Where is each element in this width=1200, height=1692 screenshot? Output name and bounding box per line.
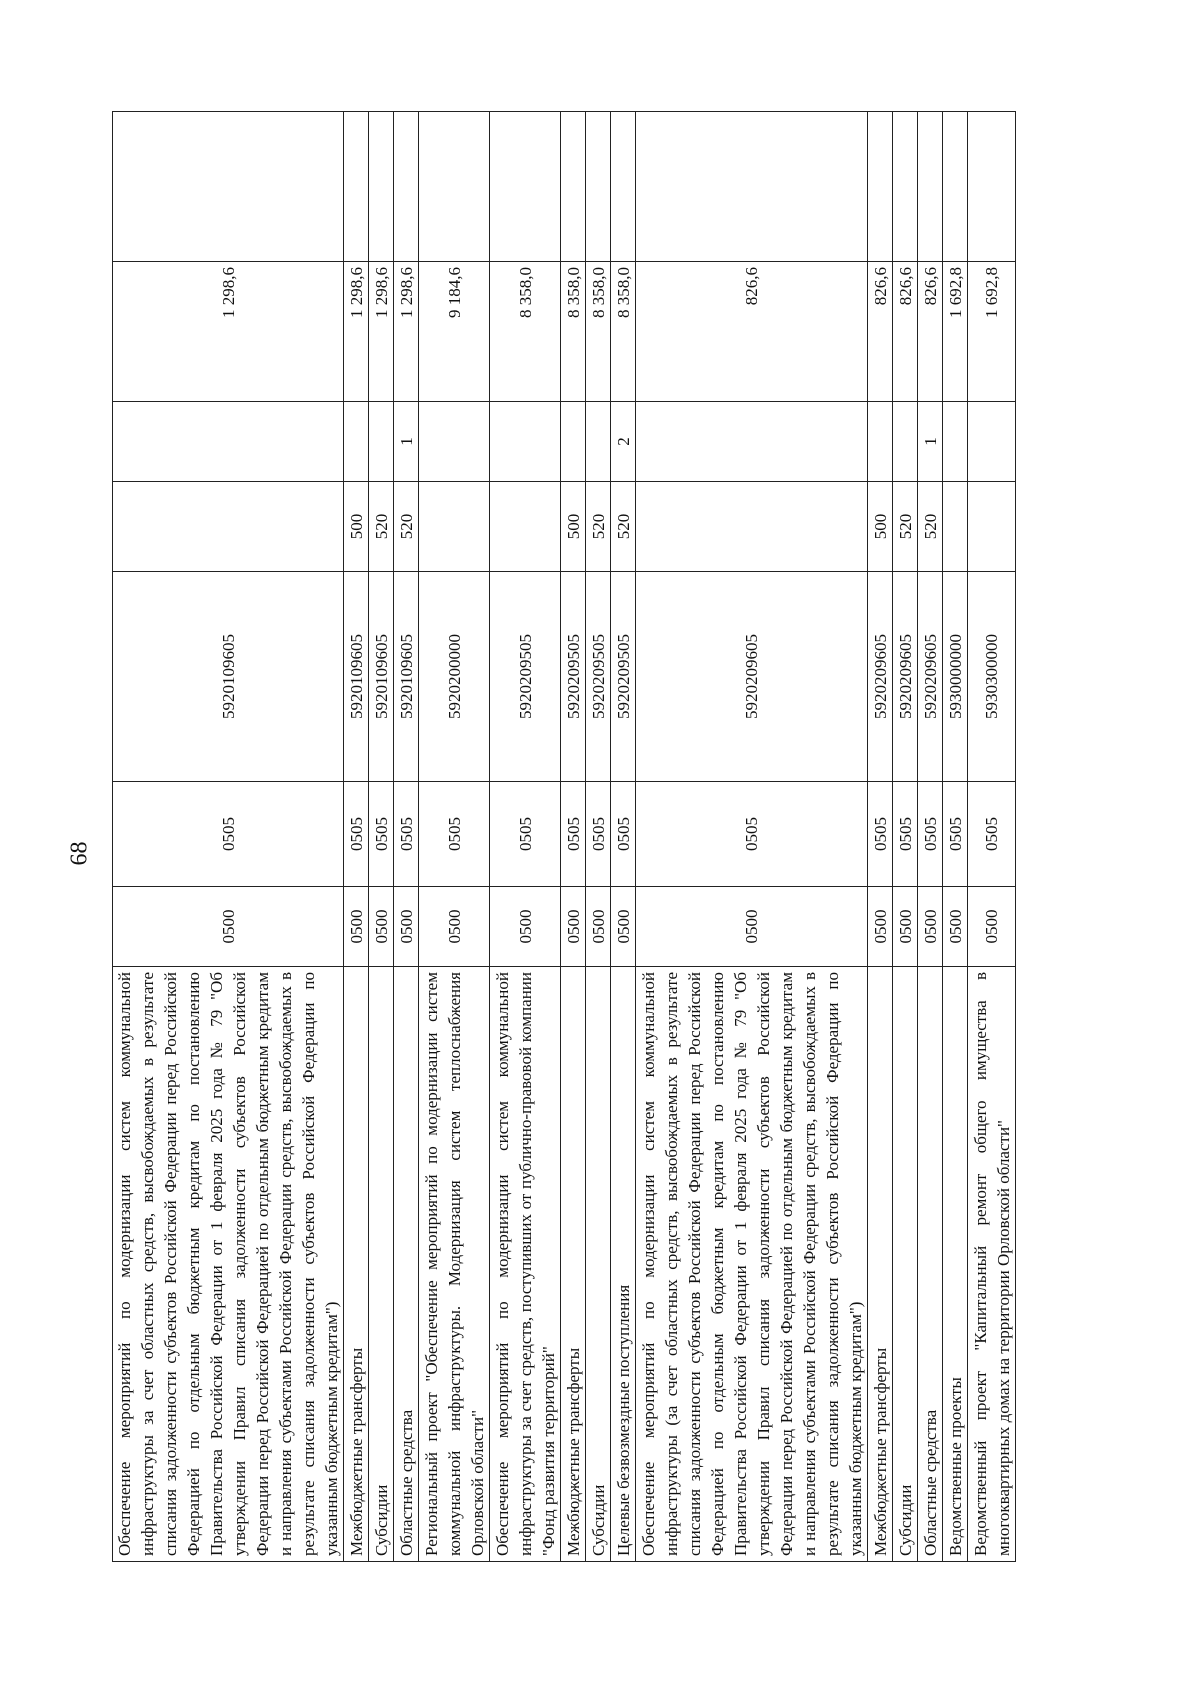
row-amount: 826,6 bbox=[636, 262, 868, 402]
row-section-code: 0500 bbox=[490, 887, 561, 967]
table-row bbox=[586, 112, 611, 1562]
row-amount: 1 298,6 bbox=[394, 262, 419, 402]
row-target-code: 5920200000 bbox=[419, 572, 490, 782]
row-expense-type: 500 bbox=[561, 482, 586, 572]
row-name: Обеспечение мероприятий по модернизации систем коммунальной инфраструктуры (за счет областных средств, высвобождаемых в результате списания задолженности субъектов Российской Федерации перед Российской Федерацией по отдельным бюджетным кредитам по постановлению Правительства Российской Федерации от 1 февраля 2025 года № 79 "Об утверждении Правил списания задолженности субъектов Российской Федерации перед Российской Федерацией по отдельным бюджетным кредитам и направления субъектами Российской Федерации средств, высвобождаемых в результате списания задолженности субъектов Российской Федерации по указанным бюджетным кредитам") bbox=[636, 967, 868, 1562]
row-name: Ведомственные проекты bbox=[943, 967, 968, 1562]
row-subsection-code: 0505 bbox=[968, 782, 1016, 887]
row-flag bbox=[419, 402, 490, 482]
row-expense-type bbox=[943, 482, 968, 572]
row-flag bbox=[586, 402, 611, 482]
row-subsection-code: 0505 bbox=[369, 782, 394, 887]
row-amount: 826,6 bbox=[868, 262, 893, 402]
empty-cell bbox=[943, 112, 968, 262]
row-section-code: 0500 bbox=[113, 887, 344, 967]
row-target-code: 5930300000 bbox=[968, 572, 1016, 782]
row-expense-type bbox=[113, 482, 344, 572]
row-target-code: 5920209505 bbox=[490, 572, 561, 782]
row-expense-type: 520 bbox=[893, 482, 918, 572]
table-row bbox=[113, 112, 344, 1562]
row-flag bbox=[344, 402, 369, 482]
budget-table bbox=[112, 111, 1016, 1562]
row-amount: 8 358,0 bbox=[561, 262, 586, 402]
row-name: Региональный проект "Обеспечение мероприятий по модернизации систем коммунальной инфраструктуры. Модернизация систем теплоснабжения Орловской области" bbox=[419, 967, 490, 1562]
row-amount: 826,6 bbox=[893, 262, 918, 402]
row-expense-type: 520 bbox=[394, 482, 419, 572]
row-subsection-code: 0505 bbox=[893, 782, 918, 887]
row-subsection-code: 0505 bbox=[419, 782, 490, 887]
row-amount: 826,6 bbox=[918, 262, 943, 402]
empty-cell bbox=[561, 112, 586, 262]
table-row bbox=[490, 112, 561, 1562]
row-subsection-code: 0505 bbox=[918, 782, 943, 887]
table-row bbox=[968, 112, 1016, 1562]
table-row bbox=[611, 112, 636, 1562]
budget-sheet bbox=[112, 112, 1013, 1562]
row-subsection-code: 0505 bbox=[943, 782, 968, 887]
table-row bbox=[868, 112, 893, 1562]
empty-cell bbox=[490, 112, 561, 262]
row-target-code: 5920109605 bbox=[369, 572, 394, 782]
row-amount: 1 692,8 bbox=[968, 262, 1016, 402]
row-name: Субсидии bbox=[369, 967, 394, 1562]
row-amount: 8 358,0 bbox=[611, 262, 636, 402]
empty-cell bbox=[868, 112, 893, 262]
row-flag: 1 bbox=[394, 402, 419, 482]
row-flag bbox=[561, 402, 586, 482]
row-name: Обеспечение мероприятий по модернизации систем коммунальной инфраструктуры за счет областных средств, высвобождаемых в результате списания задолженности субъектов Российской Федерации перед Российской Федерацией по отдельным бюджетным кредитам по постановлению Правительства Российской Федерации от 1 февраля 2025 года № 79 "Об утверждении Правил списания задолженности субъектов Российской Федерации перед Российской Федерацией по отдельным бюджетным кредитам и направления субъектами Российской Федерации средств, высвобождаемых в результате списания задолженности субъектов Российской Федерации по указанным бюджетным кредитам") bbox=[113, 967, 344, 1562]
row-subsection-code: 0505 bbox=[113, 782, 344, 887]
row-name: Областные средства bbox=[918, 967, 943, 1562]
row-flag bbox=[369, 402, 394, 482]
row-flag bbox=[113, 402, 344, 482]
row-flag bbox=[943, 402, 968, 482]
row-target-code: 5930000000 bbox=[943, 572, 968, 782]
table-row bbox=[918, 112, 943, 1562]
row-name: Ведомственный проект "Капитальный ремонт общего имущества в многоквартирных домах на территории Орловской области" bbox=[968, 967, 1016, 1562]
empty-cell bbox=[344, 112, 369, 262]
table-row bbox=[561, 112, 586, 1562]
row-flag: 1 bbox=[918, 402, 943, 482]
row-section-code: 0500 bbox=[394, 887, 419, 967]
row-subsection-code: 0505 bbox=[586, 782, 611, 887]
row-target-code: 5920209605 bbox=[918, 572, 943, 782]
row-expense-type: 520 bbox=[611, 482, 636, 572]
table-row bbox=[943, 112, 968, 1562]
row-amount: 1 298,6 bbox=[369, 262, 394, 402]
row-name: Областные средства bbox=[394, 967, 419, 1562]
empty-cell bbox=[369, 112, 394, 262]
row-expense-type: 520 bbox=[586, 482, 611, 572]
empty-cell bbox=[113, 112, 344, 262]
row-target-code: 5920209605 bbox=[893, 572, 918, 782]
row-flag bbox=[868, 402, 893, 482]
empty-cell bbox=[394, 112, 419, 262]
row-section-code: 0500 bbox=[636, 887, 868, 967]
row-amount: 1 298,6 bbox=[344, 262, 369, 402]
row-subsection-code: 0505 bbox=[344, 782, 369, 887]
row-name: Обеспечение мероприятий по модернизации систем коммунальной инфраструктуры за счет средств, поступивших от публично-правовой компании "Фонд развития территорий" bbox=[490, 967, 561, 1562]
row-section-code: 0500 bbox=[918, 887, 943, 967]
row-name: Межбюджетные трансферты bbox=[344, 967, 369, 1562]
row-section-code: 0500 bbox=[868, 887, 893, 967]
row-target-code: 5920209505 bbox=[611, 572, 636, 782]
row-target-code: 5920109605 bbox=[113, 572, 344, 782]
row-target-code: 5920209605 bbox=[868, 572, 893, 782]
rotated-page bbox=[112, 112, 1013, 1562]
empty-cell bbox=[918, 112, 943, 262]
row-flag: 2 bbox=[611, 402, 636, 482]
row-amount: 1 692,8 bbox=[943, 262, 968, 402]
row-flag bbox=[490, 402, 561, 482]
row-expense-type: 520 bbox=[369, 482, 394, 572]
row-section-code: 0500 bbox=[943, 887, 968, 967]
row-section-code: 0500 bbox=[419, 887, 490, 967]
row-subsection-code: 0505 bbox=[636, 782, 868, 887]
row-amount: 8 358,0 bbox=[490, 262, 561, 402]
row-section-code: 0500 bbox=[344, 887, 369, 967]
page-number: 68 bbox=[66, 841, 93, 866]
row-expense-type bbox=[636, 482, 868, 572]
row-amount: 9 184,6 bbox=[419, 262, 490, 402]
row-target-code: 5920109605 bbox=[394, 572, 419, 782]
empty-cell bbox=[968, 112, 1016, 262]
row-expense-type bbox=[490, 482, 561, 572]
row-section-code: 0500 bbox=[369, 887, 394, 967]
row-section-code: 0500 bbox=[586, 887, 611, 967]
row-expense-type: 500 bbox=[344, 482, 369, 572]
row-subsection-code: 0505 bbox=[611, 782, 636, 887]
empty-cell bbox=[636, 112, 868, 262]
row-amount: 8 358,0 bbox=[586, 262, 611, 402]
row-expense-type: 500 bbox=[868, 482, 893, 572]
row-subsection-code: 0505 bbox=[490, 782, 561, 887]
row-flag bbox=[968, 402, 1016, 482]
row-name: Субсидии bbox=[586, 967, 611, 1562]
row-subsection-code: 0505 bbox=[561, 782, 586, 887]
row-name: Межбюджетные трансферты bbox=[561, 967, 586, 1562]
row-section-code: 0500 bbox=[968, 887, 1016, 967]
row-target-code: 5920209505 bbox=[561, 572, 586, 782]
table-row bbox=[394, 112, 419, 1562]
row-name: Субсидии bbox=[893, 967, 918, 1562]
row-flag bbox=[893, 402, 918, 482]
row-subsection-code: 0505 bbox=[868, 782, 893, 887]
table-row bbox=[893, 112, 918, 1562]
row-target-code: 5920209505 bbox=[586, 572, 611, 782]
table-row bbox=[369, 112, 394, 1562]
table-row bbox=[636, 112, 868, 1562]
row-section-code: 0500 bbox=[561, 887, 586, 967]
empty-cell bbox=[893, 112, 918, 262]
row-expense-type: 520 bbox=[918, 482, 943, 572]
table-row bbox=[344, 112, 369, 1562]
empty-cell bbox=[419, 112, 490, 262]
row-name: Межбюджетные трансферты bbox=[868, 967, 893, 1562]
row-section-code: 0500 bbox=[611, 887, 636, 967]
empty-cell bbox=[611, 112, 636, 262]
row-subsection-code: 0505 bbox=[394, 782, 419, 887]
row-expense-type bbox=[419, 482, 490, 572]
row-name: Целевые безвозмездные поступления bbox=[611, 967, 636, 1562]
table-row bbox=[419, 112, 490, 1562]
empty-cell bbox=[586, 112, 611, 262]
row-section-code: 0500 bbox=[893, 887, 918, 967]
row-amount: 1 298,6 bbox=[113, 262, 344, 402]
row-flag bbox=[636, 402, 868, 482]
row-target-code: 5920109605 bbox=[344, 572, 369, 782]
row-target-code: 5920209605 bbox=[636, 572, 868, 782]
row-expense-type bbox=[968, 482, 1016, 572]
